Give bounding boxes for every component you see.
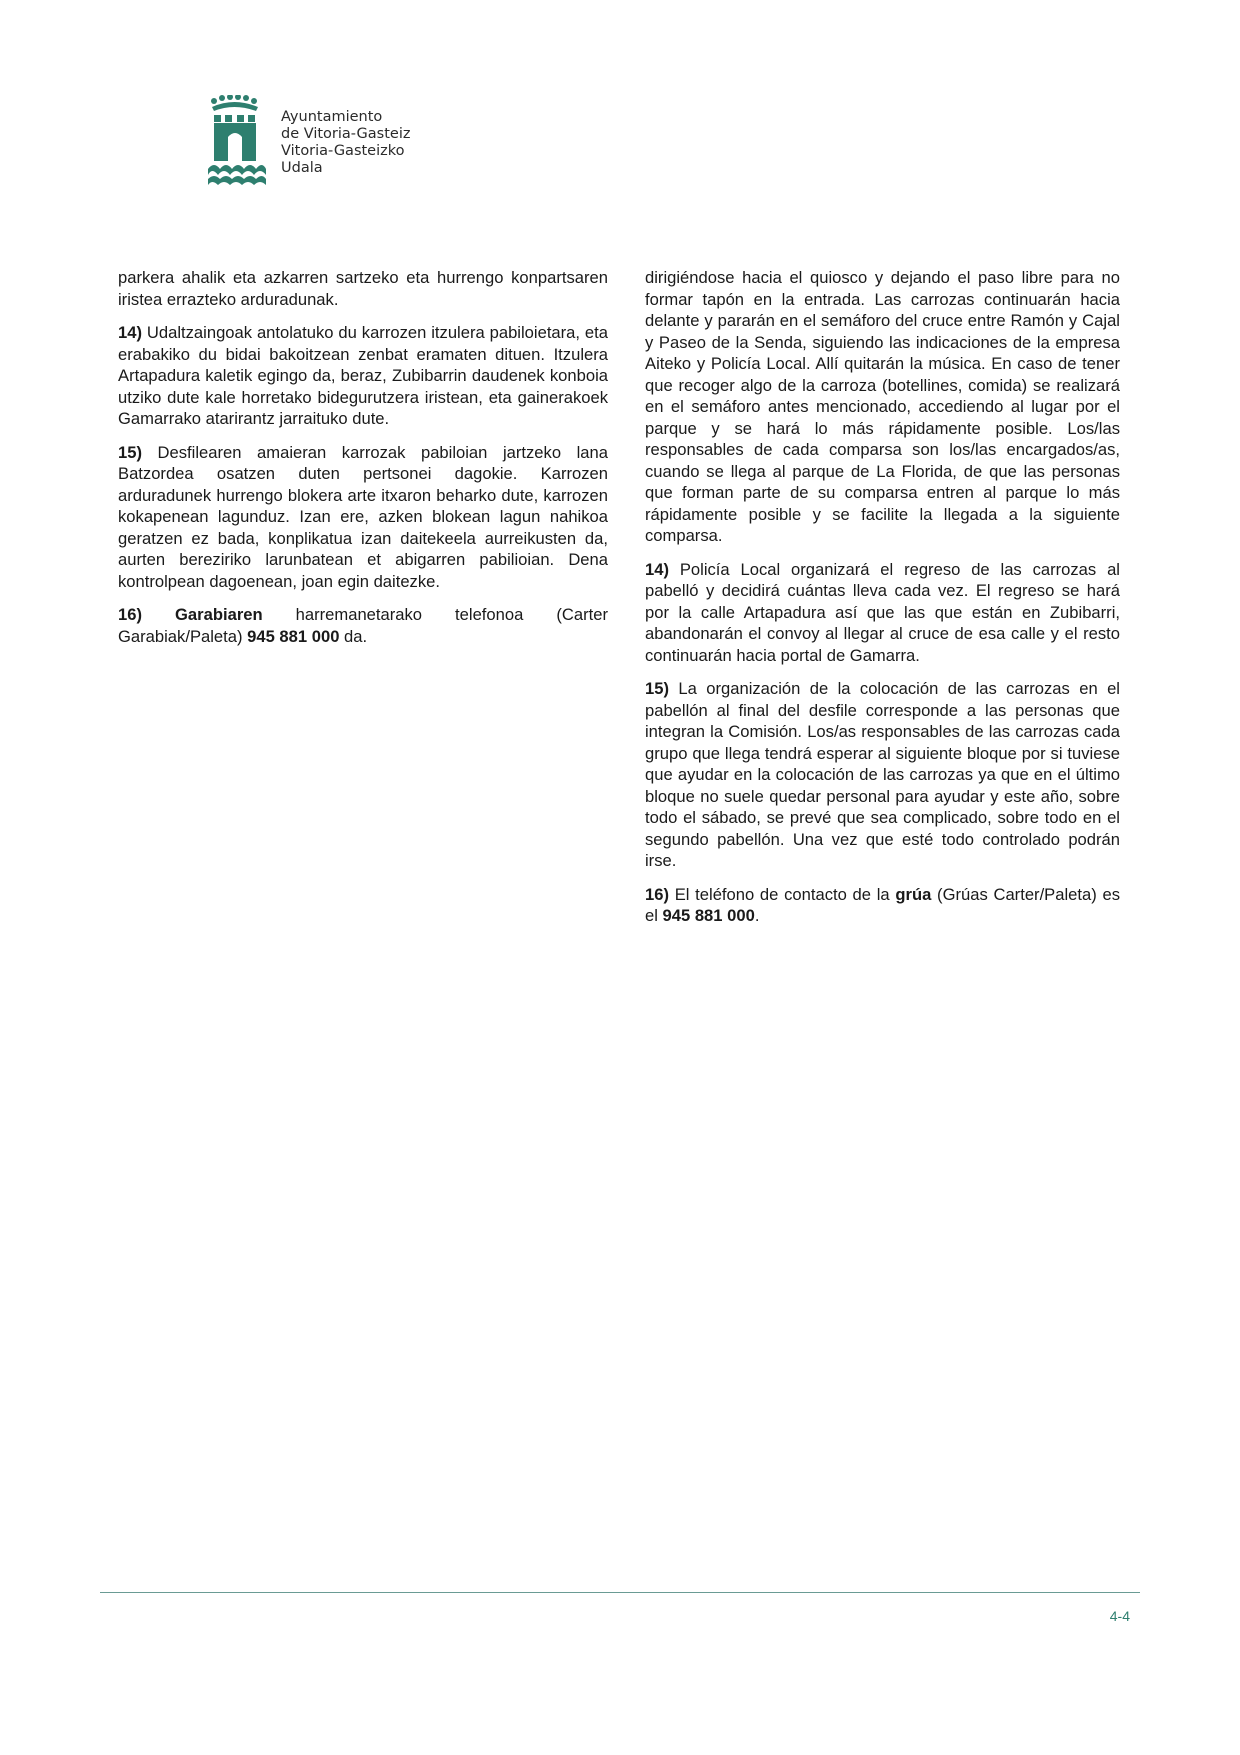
item-number: 14) [645, 559, 669, 579]
item-number: 15) [118, 442, 142, 462]
paragraph-text: El teléfono de contacto de la [674, 884, 896, 904]
paragraph-text: parkera ahalik eta azkarren sartzeko eta hurrengo konpartsaren iristea errazteko arduradunak. [118, 268, 608, 309]
paragraph-text: Desfilearen amaieran karrozak pabiloian jartzeko lana Batzordea osatzen duten pertsonei dagokie. Karrozen arduradunek hurrengo blokera arte itxaron beharko dute, karrozen kokapenean lagunduz. Izan ere, azken blokean lagun nahikoa geratzen ez bada, konplikatua izan daitekeela aurreikusten da, aurten bereziriko larunbatean et abigarren pabilioian. Dena kontrolpean dagoenean, joan egin daitezke. [118, 442, 608, 591]
paragraph-16 [118, 604, 608, 647]
page-number: 4-4 [1109, 1608, 1130, 1624]
bold-term: grúa [895, 884, 932, 904]
logo-text [281, 109, 410, 177]
paragraph-text: harremanetarako telefonoa (Carter Garabiak/Paleta) [118, 605, 608, 646]
logo-line: Udala [281, 160, 323, 176]
logo-line: de Vitoria-Gasteiz [281, 126, 411, 142]
phone-number: 945 881 000 [662, 906, 755, 925]
phone-number: 945 881 000 [247, 626, 340, 646]
left-column-basque [118, 267, 608, 659]
paragraph-text: dirigiéndose hacia el quiosco y dejando el paso libre para no formar tapón en la entrada. Las carrozas continuarán hacia delante y pararán en el semáforo del cruce entre Ramón y Cajal y Paseo de la Senda, siguiendo las indicaciones de la empresa Aiteko y Policía Local. Allí quitarán la música. En caso de tener que recoger algo de la carroza (botellines, comida) se realizará en el semáforo antes mencionado, accediendo al lugar por el parque y se hará lo más rápidamente posible. Los/las responsables de cada comparsa son los/las encargados/as, cuando se llega al parque de La Florida, de que las personas que forman parte de su comparsa entren al parque lo más rápidamente posible y se facilite la llegada a la siguiente comparsa. [645, 268, 1120, 545]
item-number: 16) [645, 884, 669, 904]
paragraph-text: La organización de la colocación de las carrozas en el pabellón al final del desfile corresponde a las personas que integran la Comisión. Los/as responsables de las carrozas cada grupo que llega tendrá esperar al siguiente bloque por si tuviese que ayudar en la colocación de las carrozas ya que en el último bloque no suele quedar personal para ayudar y este año, sobre todo el sábado, se prevé que sea complicado, sobre todo en el segundo pabellón. Una vez que esté todo controlado podrán irse. [645, 679, 1120, 870]
paragraph-text: . [754, 906, 760, 925]
paragraph-continued [645, 267, 1120, 547]
item-number: 16) [118, 605, 142, 624]
right-column-spanish [645, 267, 1120, 939]
paragraph-15 [645, 678, 1120, 872]
header-logo [206, 95, 436, 190]
logo-line: Vitoria-Gasteizko [281, 143, 405, 159]
item-number: 15) [645, 679, 669, 698]
paragraph-continued [118, 267, 608, 310]
paragraph-15 [118, 442, 608, 593]
paragraph-text: (Grúas Carter/Paleta) es el [645, 884, 1120, 925]
item-number: 14) [118, 323, 142, 342]
city-emblem-icon [206, 95, 268, 190]
paragraph-14 [645, 559, 1120, 667]
footer-divider [100, 1592, 1140, 1593]
paragraph-16 [645, 884, 1120, 927]
bold-term: Garabiaren [175, 605, 263, 624]
paragraph-text: Udaltzaingoak antolatuko du karrozen itzulera pabiloietara, eta erabakiko du bidai bakoitzean zenbat eramaten dituen. Itzulera Artapadura kaletik egingo da, beraz, Zubibarrin daudenek konboia utziko dute kale horretako bidegurutzera iristean, eta gainerakoek Gamarrako atarirantz jarraituko dute. [118, 323, 608, 428]
paragraph-text: Policía Local organizará el regreso de las carrozas al pabelló y decidirá cuántas lleva cada vez. El regreso se hará por la calle Artapadura así que las que están en Zubibarri, abandonarán el convoy al llegar al cruce de esa calle y el resto continuarán hacia portal de Gamarra. [645, 559, 1120, 665]
logo-line: Ayuntamiento [281, 109, 383, 125]
paragraph-14 [118, 322, 608, 430]
paragraph-text: da. [339, 626, 368, 646]
